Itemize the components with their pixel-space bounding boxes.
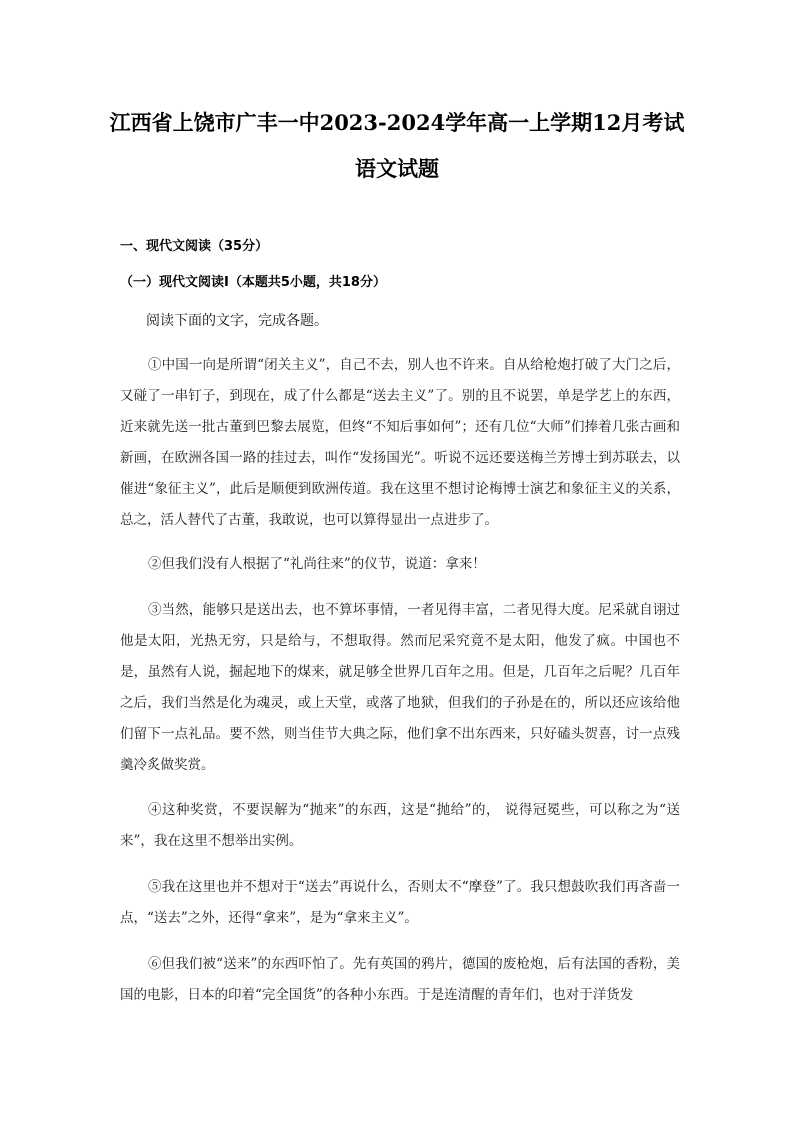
paragraph-6: ⑥但我们被“送来”的东西吓怕了。先有英国的鸦片，德国的废枪炮，后有法国的香粉，美国的电影，日本的印着“完全国货”的各种小东西。于是连清醒的青年们，也对于洋货发 <box>120 956 680 1003</box>
paragraph-4: ④这种奖赏，不要误解为“抛来”的东西，这是“抛给”的， 说得冠冕些，可以称之为“送来”，我在这里不想举出实例。 <box>120 802 680 849</box>
paragraph-1: ①中国一向是所谓“闭关主义”，自己不去，别人也不许来。自从给枪炮打破了大门之后，又碰了一串钉子，到现在，成了什么都是“送去主义”了。别的且不说罢，单是学艺上的东西，近来就先送一批古董到巴黎去展览，但终“不知后事如何”；还有几位“大师”们捧着几张古画和新画，在欧洲各国一路的挂过去，叫作“发扬国光”。听说不远还要送梅兰芳博士到苏联去，以催进“象征主义”，此后是顺便到欧洲传道。我在这里不想讨论梅博士演艺和象征主义的关系，总之，活人替代了古董，我敢说，也可以算得显出一点进步了。 <box>120 357 680 528</box>
document-title: 江西省上饶市广丰一中2023-2024学年高一上学期12月考试语文试题 <box>109 110 685 181</box>
paragraph-3: ③当然，能够只是送出去，也不算坏事情，一者见得丰富，二者见得大度。尼采就自诩过他是太阳，光热无穷，只是给与，不想取得。然而尼采究竟不是太阳，他发了疯。中国也不是，虽然有人说，掘起地下的煤来，就足够全世界几百年之用。但是，几百年之后呢？几百年之后，我们当然是化为魂灵，或上天堂，或落了地狱，但我们的子孙是在的，所以还应该给他们留下一点礼品。要不然，则当佳节大典之际，他们拿不出东西来，只好磕头贺喜，讨一点残羹冷炙做奖赏。 <box>120 602 680 773</box>
section-heading: 一、现代文阅读（35分） <box>120 239 269 254</box>
paragraph-5: ⑤我在这里也并不想对于“送去”再说什么，否则太不“摩登”了。我只想鼓吹我们再吝啬一点，“送去”之外，还得“拿来”，是为“拿来主义”。 <box>120 879 680 926</box>
reading-instruction: 阅读下面的文字，完成各题。 <box>146 313 328 329</box>
subsection-heading: （一）现代文阅读Ⅰ（本题共5小题，共18分） <box>120 275 386 290</box>
paragraph-2: ②但我们没有人根据了“礼尚往来”的仪节，说道：拿来！ <box>148 556 486 572</box>
